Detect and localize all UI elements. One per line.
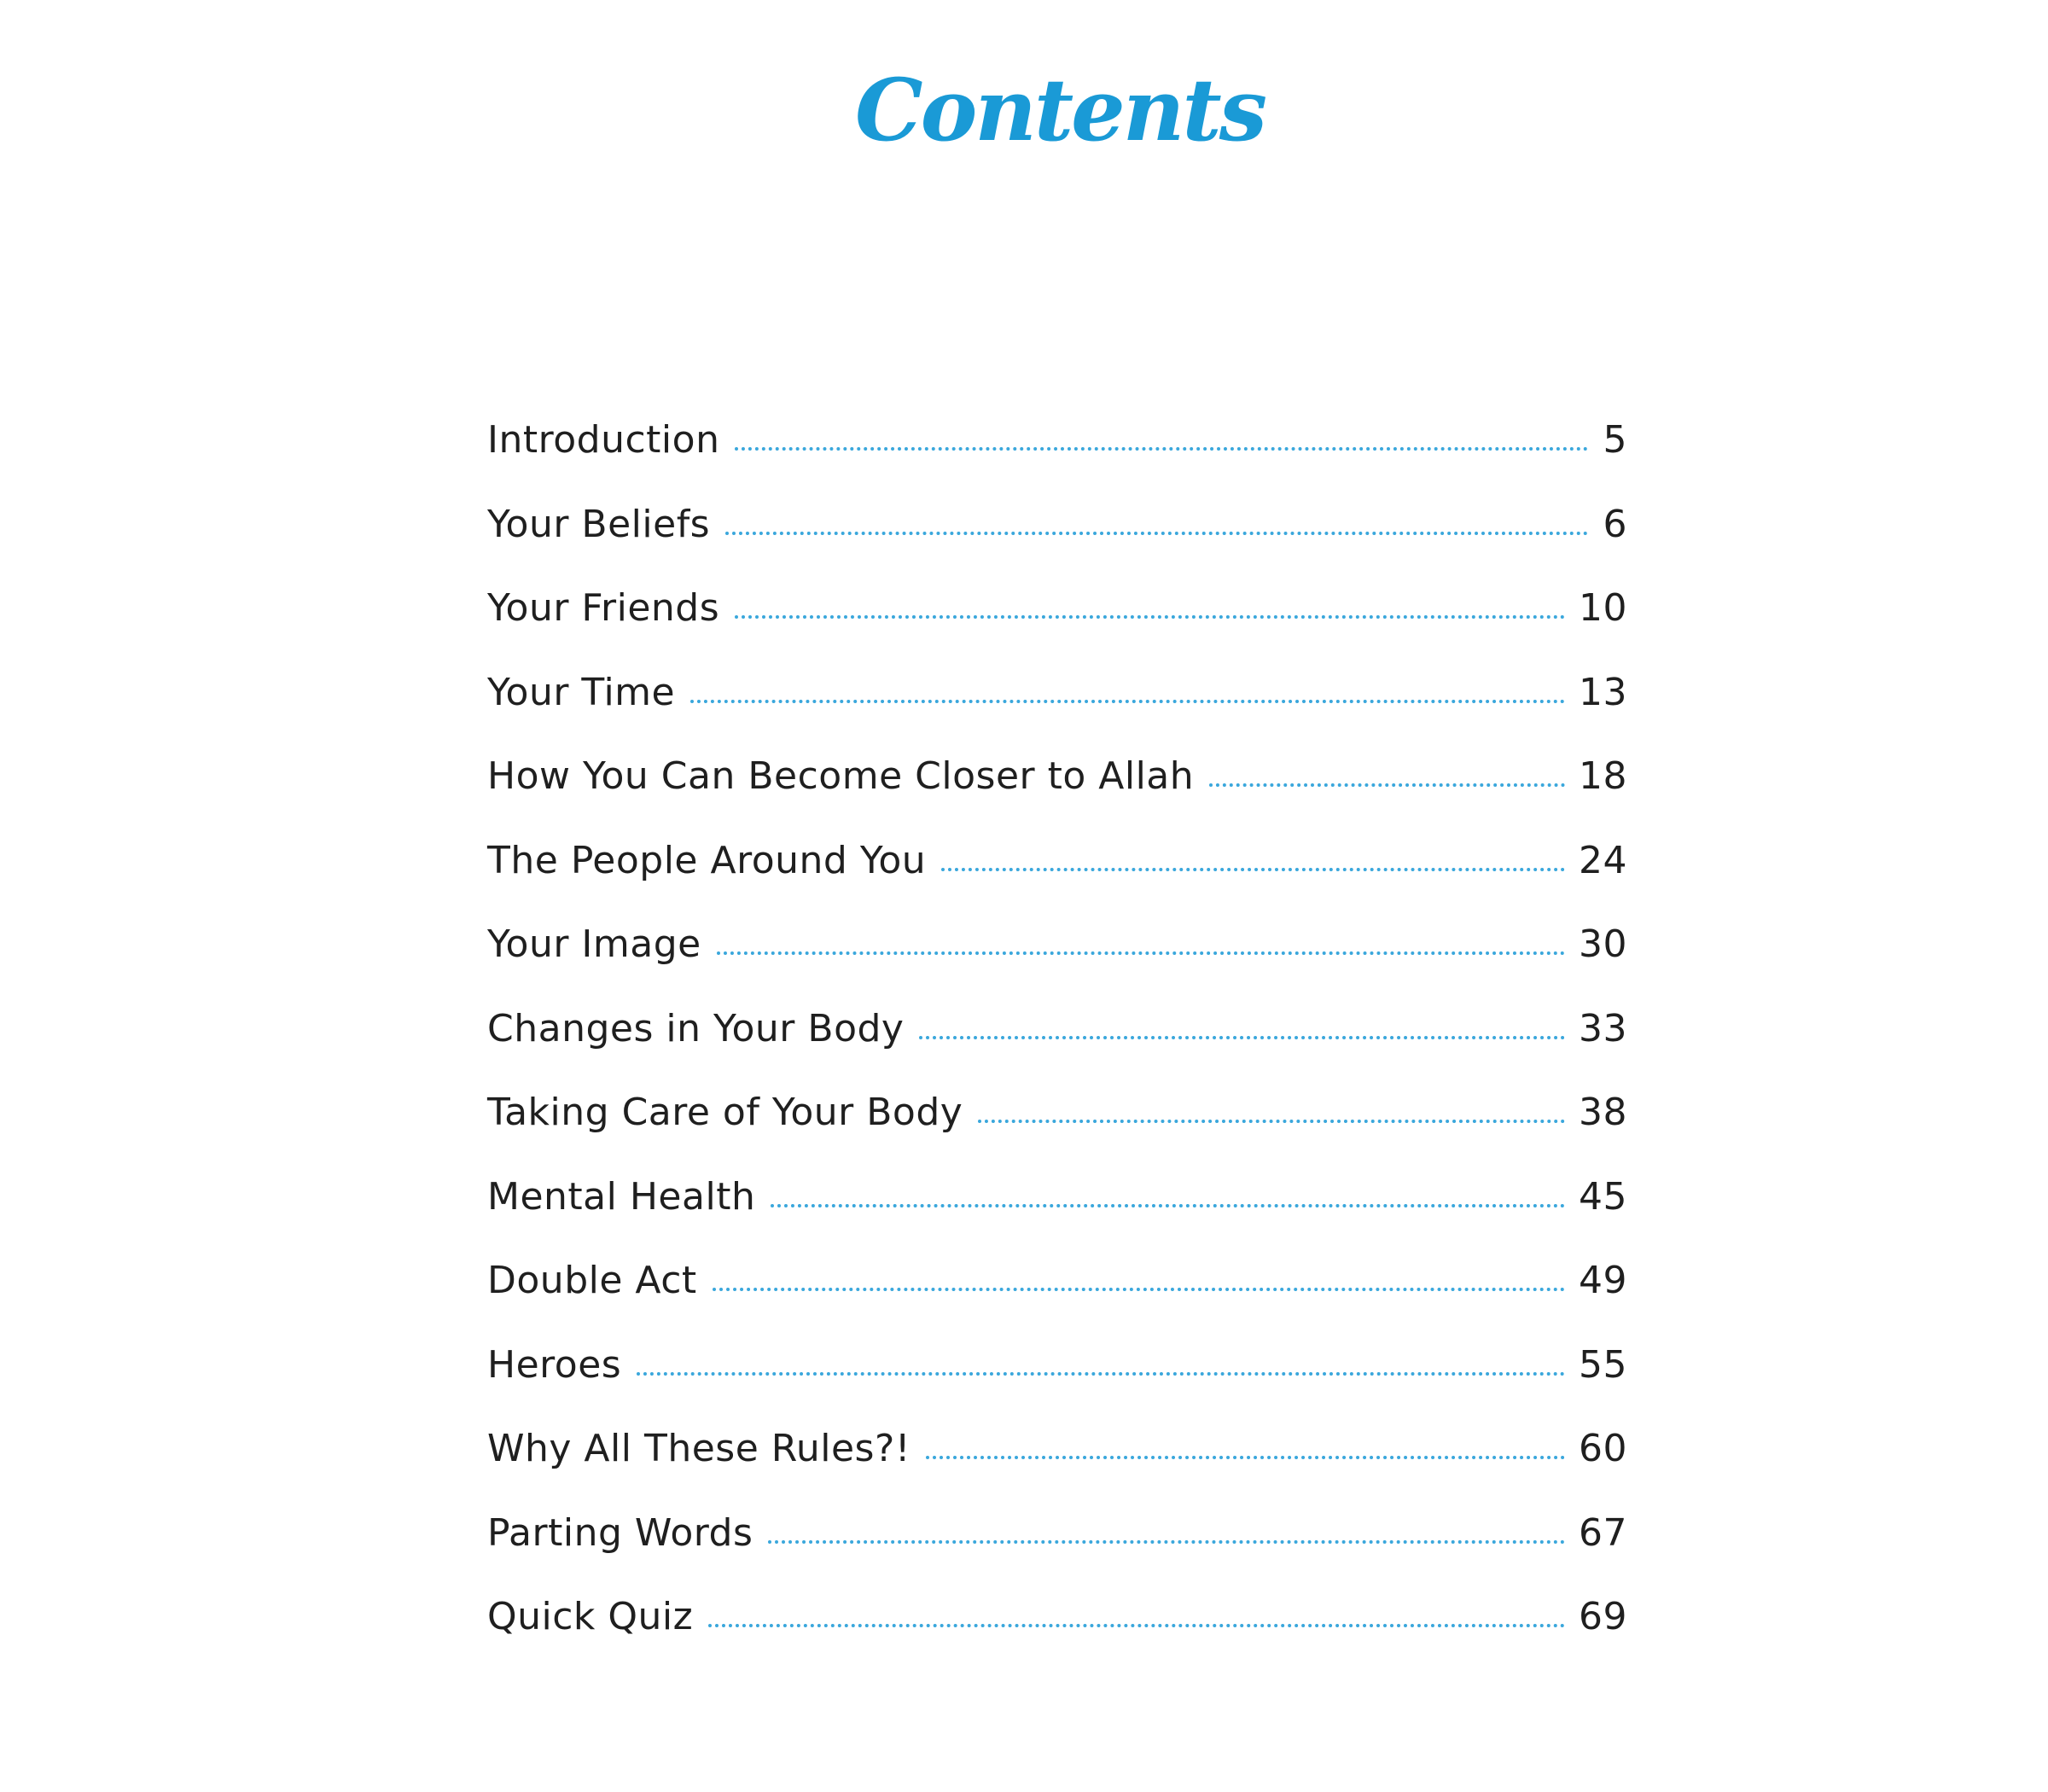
dot-leader bbox=[919, 1036, 1565, 1039]
toc-entry-title: The People Around You bbox=[487, 838, 927, 882]
toc-entry[interactable] bbox=[487, 753, 1627, 837]
toc-page-number: 6 bbox=[1603, 502, 1627, 546]
toc-entry-title: Your Beliefs bbox=[487, 502, 711, 546]
toc-page-number: 33 bbox=[1579, 1006, 1627, 1050]
toc-entry-title: Your Image bbox=[487, 922, 701, 966]
page-title: Contents bbox=[854, 60, 1265, 160]
toc-entry[interactable] bbox=[487, 669, 1627, 753]
dot-leader bbox=[771, 1204, 1565, 1207]
toc-entry[interactable] bbox=[487, 1257, 1627, 1341]
toc-entry-title: Your Friends bbox=[487, 586, 720, 630]
dot-leader bbox=[978, 1120, 1565, 1123]
toc-entry-title: Quick Quiz bbox=[487, 1595, 694, 1638]
toc-page-number: 45 bbox=[1579, 1174, 1627, 1219]
toc-entry[interactable] bbox=[487, 585, 1627, 669]
dot-leader bbox=[735, 615, 1565, 619]
toc-entry[interactable] bbox=[487, 1425, 1627, 1510]
toc-page-number: 5 bbox=[1603, 418, 1627, 462]
dot-leader bbox=[690, 700, 1565, 703]
dot-leader bbox=[717, 951, 1565, 955]
toc-entry[interactable] bbox=[487, 1510, 1627, 1594]
dot-leader bbox=[637, 1372, 1565, 1376]
toc-page-number: 49 bbox=[1579, 1259, 1627, 1302]
toc-page-number: 38 bbox=[1579, 1091, 1627, 1134]
toc-page-number: 10 bbox=[1579, 586, 1627, 630]
table-of-contents bbox=[487, 416, 1627, 1678]
toc-entry-title: Heroes bbox=[487, 1342, 622, 1387]
toc-page-number: 60 bbox=[1579, 1427, 1627, 1470]
toc-entry[interactable] bbox=[487, 837, 1627, 922]
toc-page-number: 69 bbox=[1579, 1595, 1627, 1638]
toc-page-number: 24 bbox=[1579, 838, 1627, 882]
dot-leader bbox=[1209, 783, 1565, 787]
toc-entry-title: Taking Care of Your Body bbox=[487, 1091, 963, 1134]
dot-leader bbox=[768, 1540, 1565, 1544]
toc-page-number: 55 bbox=[1579, 1342, 1627, 1387]
toc-entry-title: How You Can Become Closer to Allah bbox=[487, 754, 1195, 798]
dot-leader bbox=[941, 868, 1565, 871]
dot-leader bbox=[926, 1456, 1565, 1459]
toc-page-number: 30 bbox=[1579, 922, 1627, 966]
toc-entry-title: Changes in Your Body bbox=[487, 1006, 905, 1050]
toc-entry[interactable] bbox=[487, 921, 1627, 1005]
toc-entry[interactable] bbox=[487, 416, 1627, 501]
toc-entry[interactable] bbox=[487, 501, 1627, 585]
toc-entry-title: Double Act bbox=[487, 1259, 697, 1302]
dot-leader bbox=[735, 447, 1588, 451]
toc-entry[interactable] bbox=[487, 1173, 1627, 1258]
dot-leader bbox=[708, 1624, 1565, 1627]
toc-page-number: 18 bbox=[1579, 754, 1627, 798]
toc-entry-title: Your Time bbox=[487, 670, 676, 714]
toc-page-number: 13 bbox=[1579, 670, 1627, 714]
toc-entry-title: Mental Health bbox=[487, 1174, 756, 1219]
toc-entry-title: Why All These Rules?! bbox=[487, 1427, 911, 1470]
dot-leader bbox=[713, 1288, 1565, 1291]
toc-entry[interactable] bbox=[487, 1005, 1627, 1090]
toc-entry[interactable] bbox=[487, 1089, 1627, 1173]
toc-entry[interactable] bbox=[487, 1593, 1627, 1678]
dot-leader bbox=[725, 532, 1588, 535]
toc-entry[interactable] bbox=[487, 1341, 1627, 1426]
toc-entry-title: Introduction bbox=[487, 418, 720, 462]
toc-entry-title: Parting Words bbox=[487, 1510, 753, 1555]
toc-page-number: 67 bbox=[1579, 1510, 1627, 1555]
